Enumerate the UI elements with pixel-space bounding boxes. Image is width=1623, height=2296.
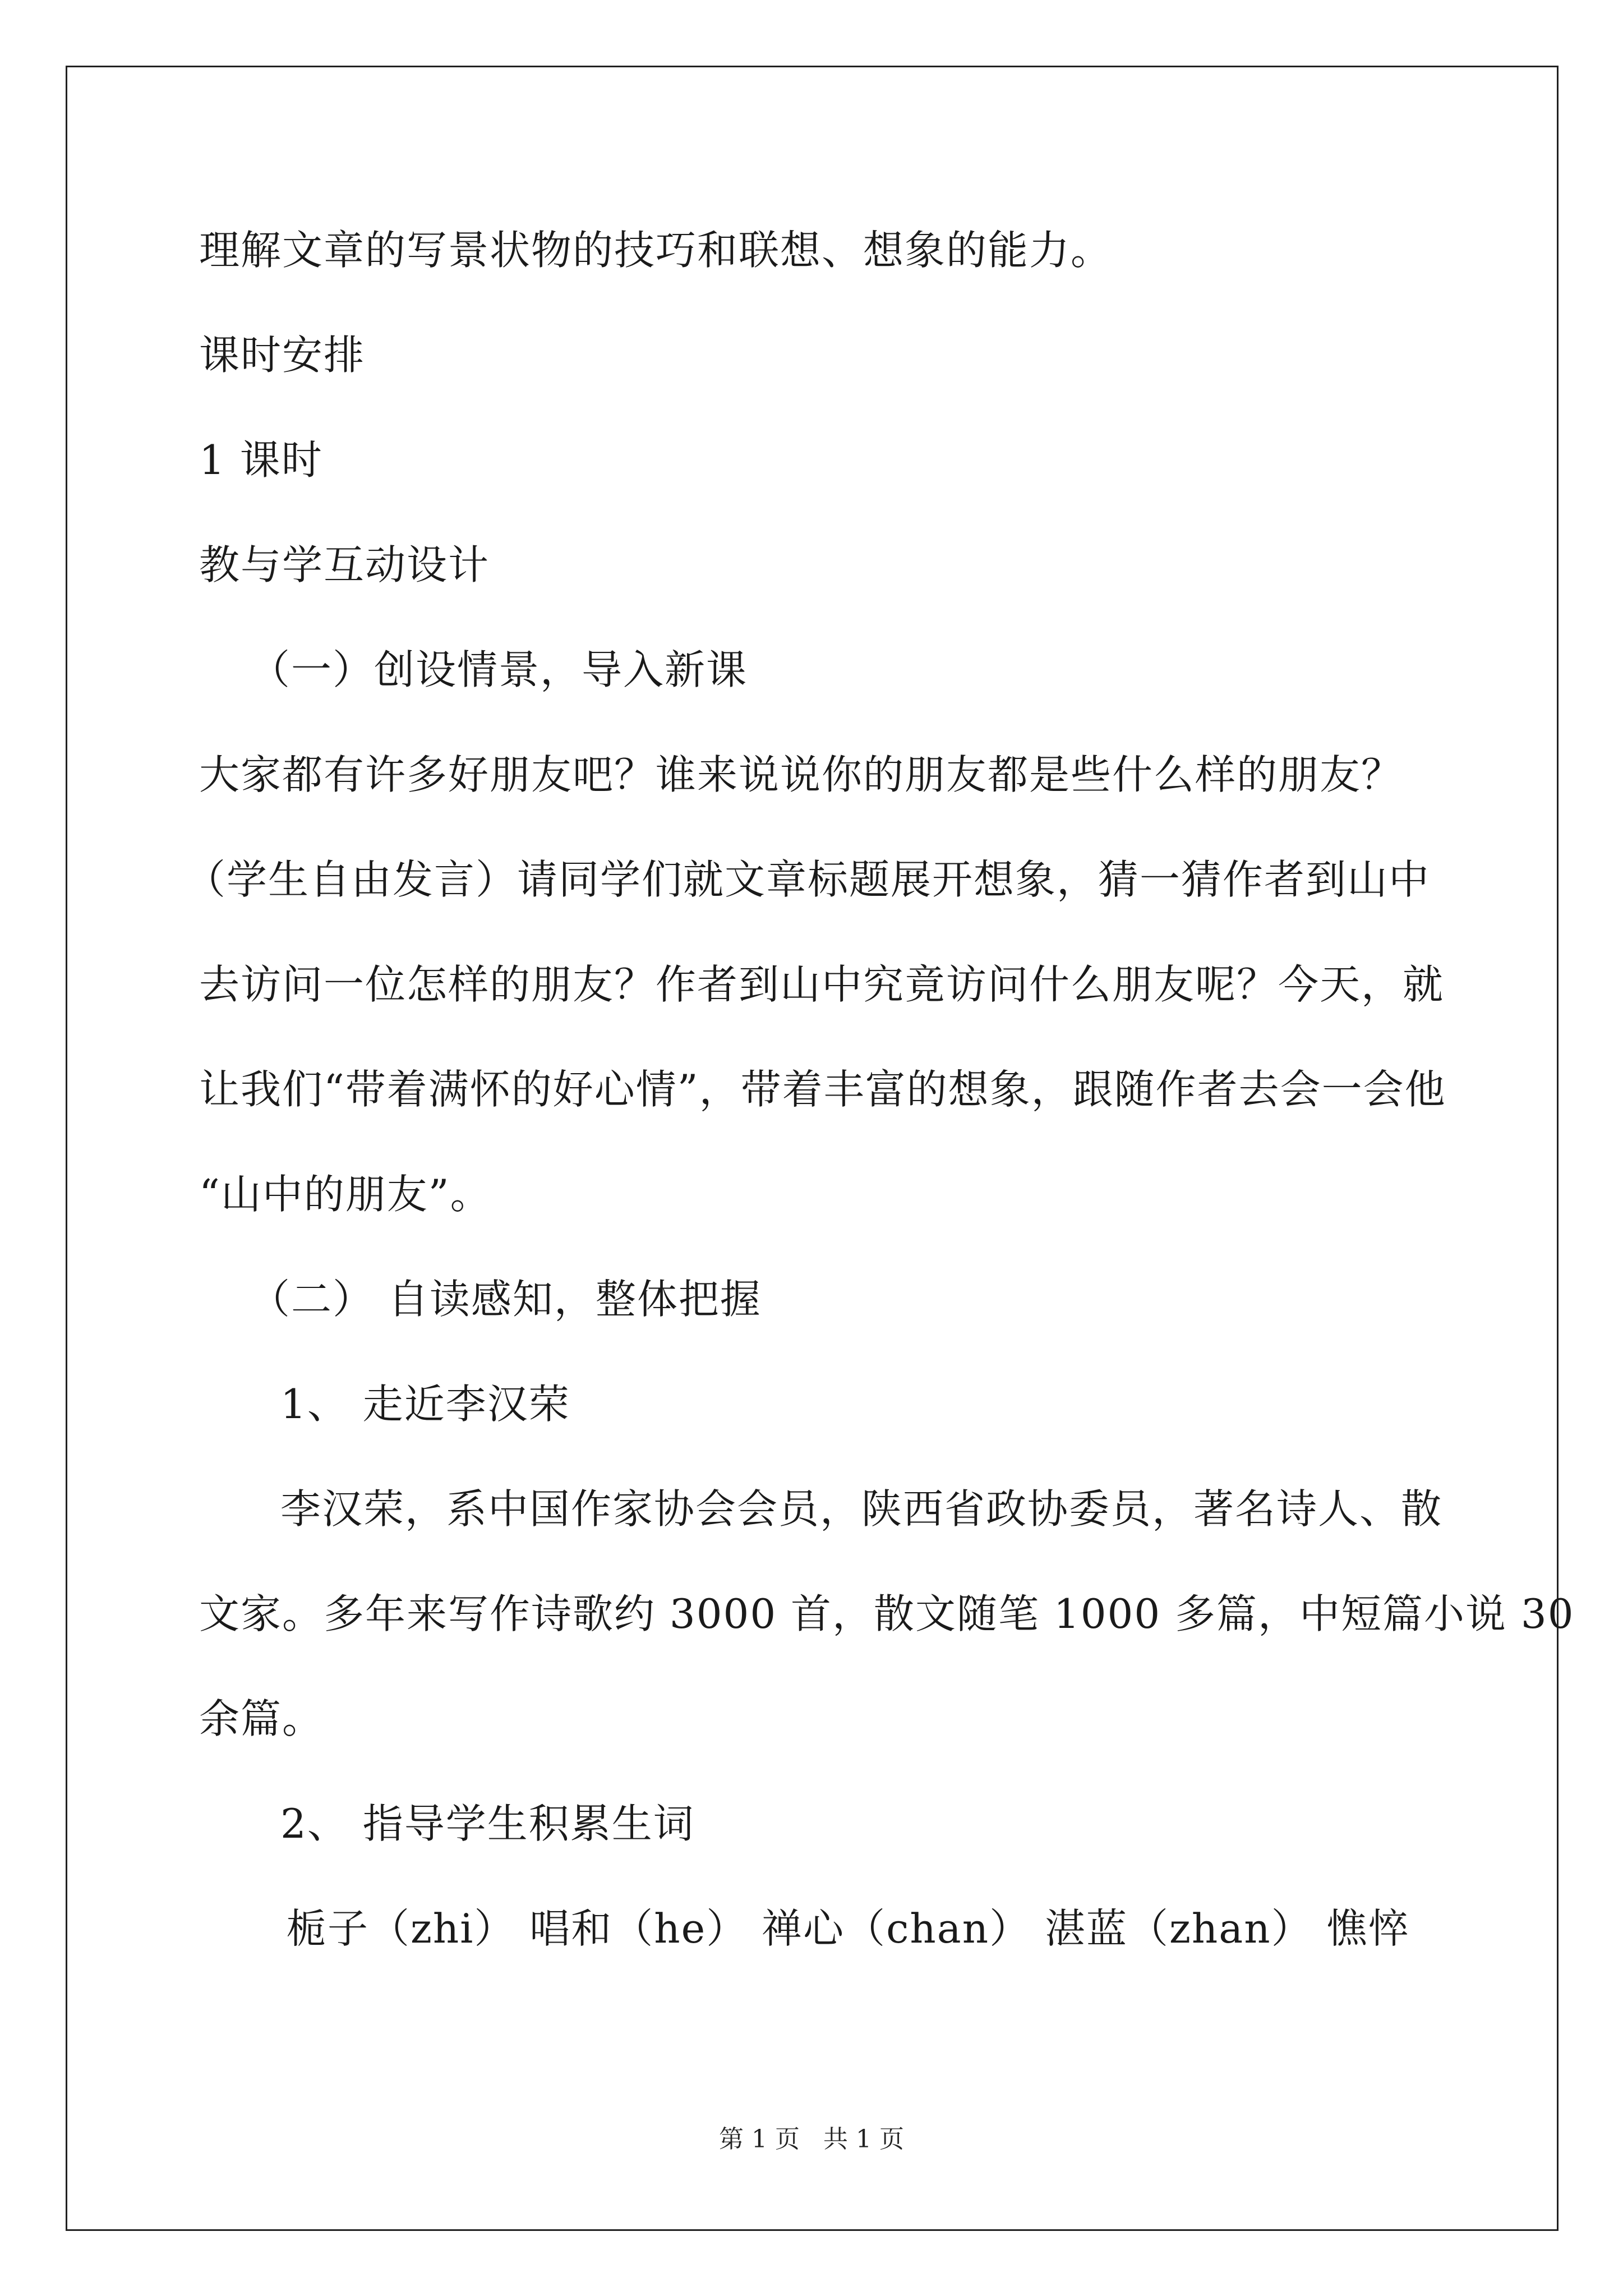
page-footer [0, 2126, 1623, 2153]
vocabulary-line: 栀子（zhi） 唱和（he） 禅心（chan） 湛蓝（zhan） 憔悴 [286, 1905, 1410, 1952]
body-line-6: 大家都有许多好朋友吧？谁来说说你的朋友都是些什么样的朋友？ [199, 751, 1403, 798]
body-line-8: 去访问一位怎样的朋友？作者到山中究竟访问什么朋友呢？今天，就 [199, 961, 1445, 1008]
page-number: 第 1 页 [719, 2125, 800, 2154]
list-item-1: 1、 走近李汉荣 [280, 1381, 570, 1428]
list-item-2: 2、 指导学生积累生词 [280, 1800, 695, 1847]
section-heading-schedule: 课时安排 [199, 332, 366, 379]
body-line-9: 让我们“带着满怀的好心情”，带着丰富的想象，跟随作者去会一会他 [199, 1066, 1446, 1113]
body-line-10: “山中的朋友”。 [199, 1171, 492, 1218]
body-line-3: 1 课时 [199, 436, 323, 484]
subheading-2: （二） 自读感知，整体把握 [250, 1276, 762, 1323]
body-line-14: 文家。多年来写作诗歌约 3000 首，散文随笔 1000 多篇，中短篇小说 30 [199, 1590, 1575, 1637]
body-line-13: 李汉荣，系中国作家协会会员，陕西省政协委员，著名诗人、散 [280, 1485, 1443, 1533]
subheading-1: （一）创设情景，导入新课 [250, 646, 748, 693]
section-heading-design: 教与学互动设计 [199, 541, 490, 588]
body-line-7: （学生自由发言）请同学们就文章标题展开想象，猜一猜作者到山中 [185, 856, 1431, 903]
body-line-1: 理解文章的写景状物的技巧和联想、想象的能力。 [199, 227, 1113, 274]
body-line-15: 余篇。 [199, 1695, 324, 1742]
page-total: 共 1 页 [823, 2125, 904, 2154]
